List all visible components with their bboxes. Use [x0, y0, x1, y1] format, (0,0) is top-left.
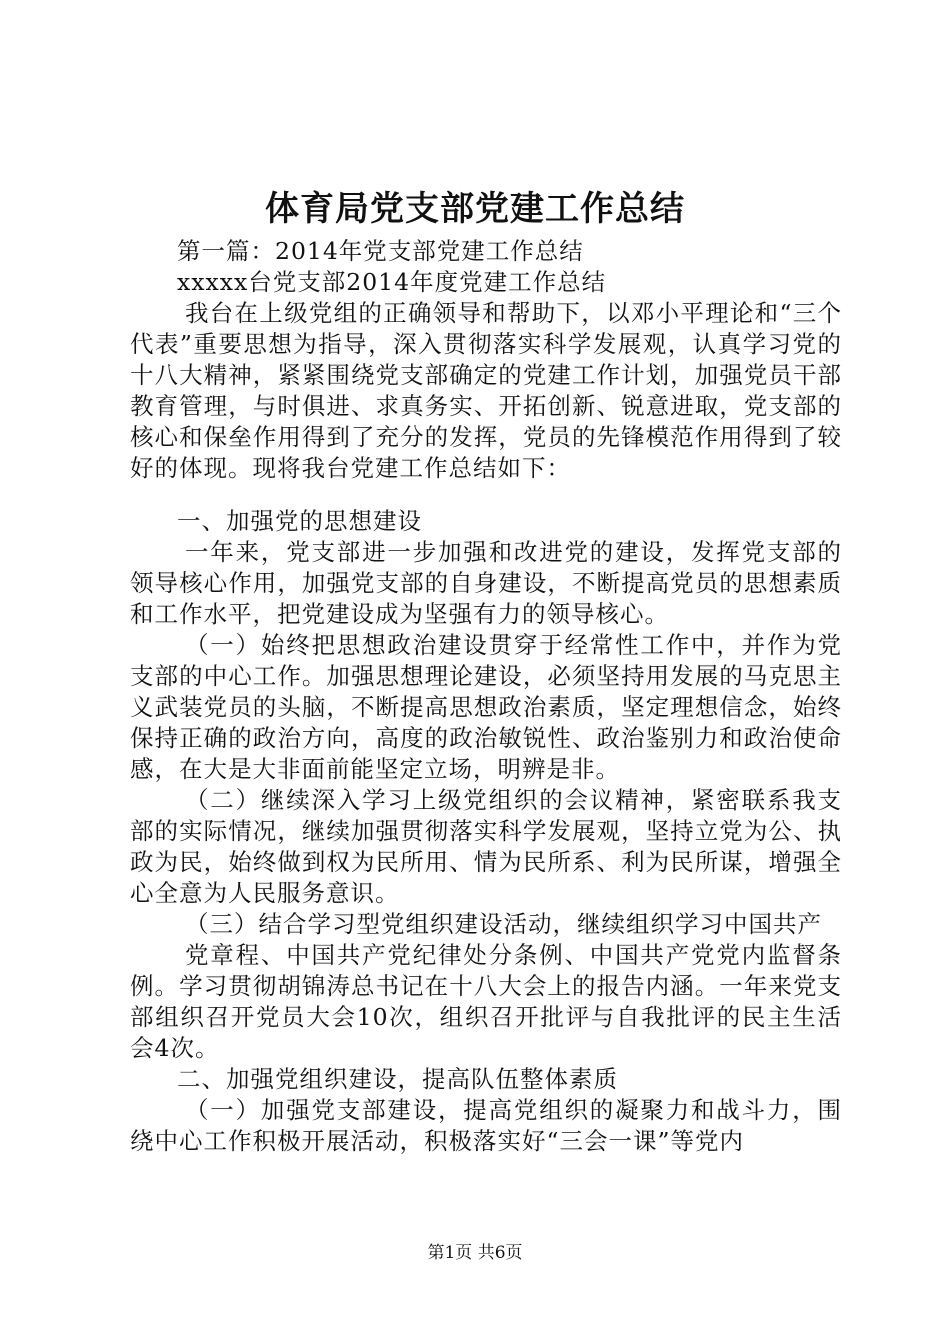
document-body	[130, 236, 842, 1157]
section-heading: 一、加强党的思想建设	[177, 507, 422, 535]
paragraph: 一年来，党支部进一步加强和改进党的建设，发挥党支部的领导核心作用，加强党支部的自身建设，不断提高党员的思想素质和工作水平，把党建设成为坚强有力的领导核心。	[130, 538, 842, 628]
section-heading: 第一篇：2014年党支部党建工作总结	[177, 237, 584, 265]
page-number: 第1页 共6页	[427, 1243, 523, 1263]
paragraph: （二）继续深入学习上级党组织的会议精神，紧密联系我支部的实际情况，继续加强贯彻落实科学发展观，坚持立党为公、执政为民，始终做到权为民所用、情为民所系、利为民所谋，增强全心全意为人民服务意识。	[130, 786, 842, 907]
paragraph: 党章程、中国共产党纪律处分条例、中国共产党党内监督条例。学习贯彻胡锦涛总书记在十八大会上的报告内涵。一年来党支部组织召开党员大会10次，组织召开批评与自我批评的民主生活会4次。	[130, 941, 842, 1062]
subtitle: xxxxx台党支部2014年度党建工作总结	[177, 268, 607, 296]
document-title: 体育局党支部党建工作总结	[265, 189, 685, 229]
paragraph: （一）加强党支部建设，提高党组织的凝聚力和战斗力，围绕中心工作积极开展活动，积极落实好“三会一课”等党内	[130, 1096, 842, 1155]
paragraph: （三）结合学习型党组织建设活动，继续组织学习中国共产	[185, 910, 822, 938]
paragraph: （一）始终把思想政治建设贯穿于经常性工作中，并作为党支部的中心工作。加强思想理论建设，必须坚持用发展的马克思主义武装党员的头脑，不断提高思想政治素质，坚定理想信念，始终保持正确的政治方向，高度的政治敏锐性、政治鉴别力和政治使命感，在大是大非面前能坚定立场，明辨是非。	[130, 631, 842, 783]
section-heading: 二、加强党组织建设，提高队伍整体素质	[177, 1065, 618, 1093]
paragraph: 我台在上级党组的正确领导和帮助下，以邓小平理论和“三个代表”重要思想为指导，深入贯彻落实科学发展观，认真学习党的十八大精神，紧紧围绕党支部确定的党建工作计划，加强党员干部教育管理，与时俱进、求真务实、开拓创新、锐意进取，党支部的核心和保垒作用得到了充分的发挥，党员的先锋模范作用得到了较好的体现。现将我台党建工作总结如下：	[130, 299, 842, 482]
